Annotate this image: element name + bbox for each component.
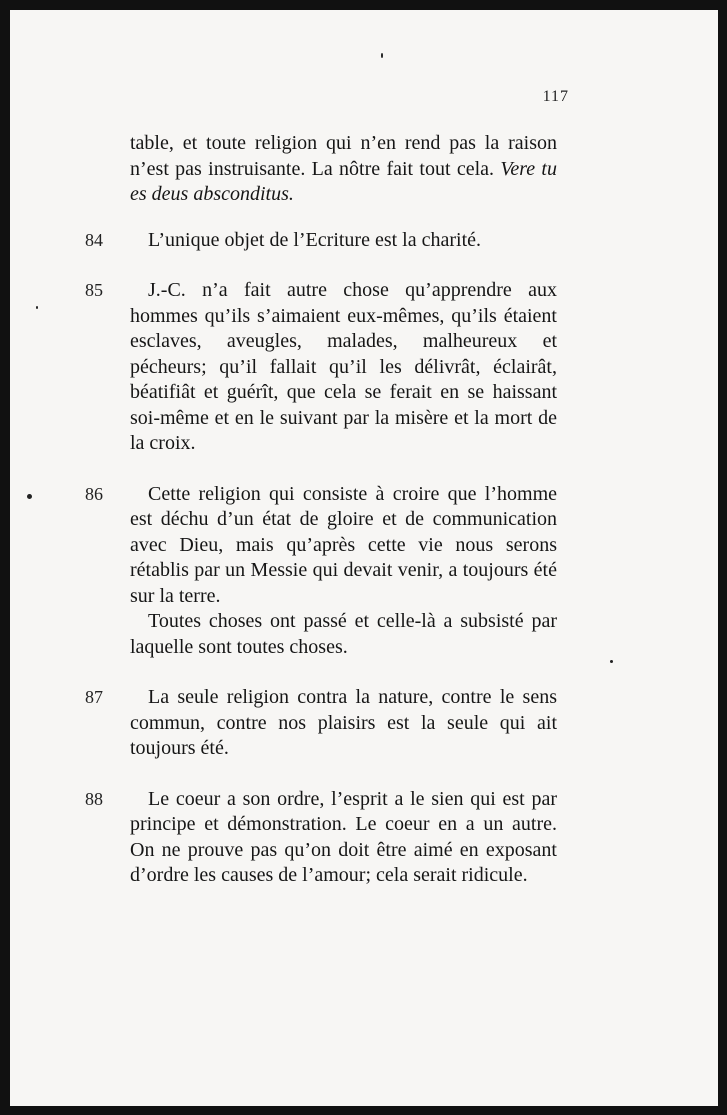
ink-speck xyxy=(27,494,32,499)
continuation-text: table, et toute religion qui n’en rend pas la raison n’est pas instruisante. La nôtre fait tout cela. xyxy=(130,132,557,180)
continuation-paragraph xyxy=(130,131,557,208)
fragment-paragraph: Toutes choses ont passé et celle-là a subsisté par laquelle sont toutes choses. xyxy=(130,610,557,658)
fragment-number: 86 xyxy=(85,483,103,504)
ink-speck xyxy=(610,660,613,663)
fragment-number: 85 xyxy=(85,280,103,300)
ink-speck xyxy=(36,306,38,309)
fragment-paragraph: La seule religion contra la nature, contre le sens commun, contre nos plaisirs est la seule qui ait toujours été. xyxy=(130,686,557,759)
latin-quote: Vere tu es deus absconditus. xyxy=(130,157,557,205)
fragment-86 xyxy=(85,482,557,661)
fragment-84 xyxy=(85,228,557,254)
fragment-paragraph: J.-C. n’a fait autre chose qu’apprendre aux hommes qu’ils s’aimaient eux-mêmes, qu’ils étaient esclaves, aveugles, malades, malheureux et pécheurs; qu’il fallait qu’il les délivrât, éclairât, béatifiât et guérît, que cela se ferait en se haissant soi-même et en le suivant par la misère et la mort de la croix. xyxy=(130,279,557,454)
fragment-number: 84 xyxy=(85,229,103,250)
fragment-paragraph: Cette religion qui consiste à croire que l’homme est déchu d’un état de gloire et de communication avec Dieu, mais qu’après cette vie nous serons rétablis par un Messie qui devait venir, a toujours été sur la terre. xyxy=(130,482,557,607)
fragment-88 xyxy=(85,787,557,889)
text-block xyxy=(85,131,557,914)
fragment-paragraph: L’unique objet de l’Ecriture est la charité. xyxy=(148,228,482,251)
fragment-number: 87 xyxy=(85,687,103,707)
ink-speck xyxy=(381,53,383,58)
fragment-87 xyxy=(85,685,557,762)
fragment-number: 88 xyxy=(85,788,103,809)
fragment-paragraph: Le coeur a son ordre, l’esprit a le sien qui est par principe et démonstration. Le coeur en a un autre. On ne prouve pas qu’on doit être aimé en exposant d’ordre les causes de l’amour; cela serait ridicule. xyxy=(130,787,557,886)
book-page xyxy=(10,10,718,1106)
page-number: 117 xyxy=(542,88,569,105)
fragment-85 xyxy=(85,278,557,457)
